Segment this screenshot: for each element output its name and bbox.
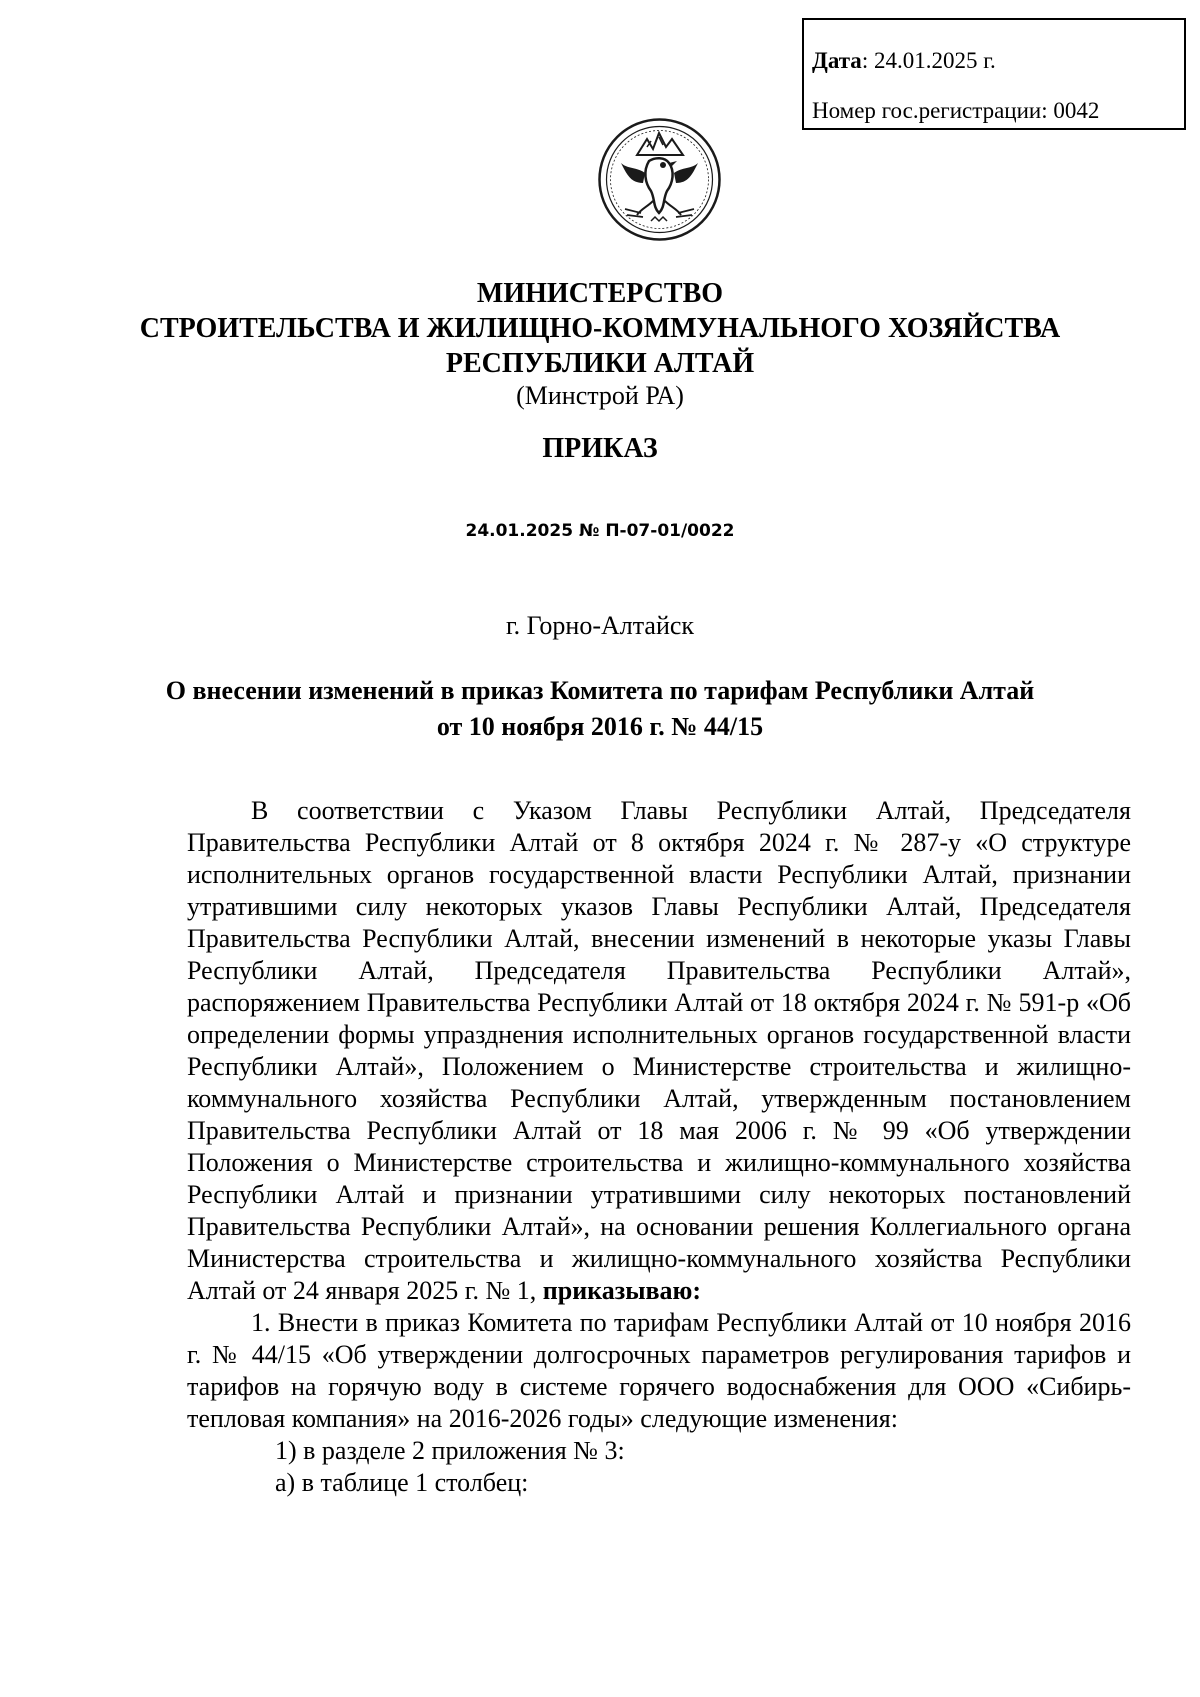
preamble-text: В соответствии с Указом Главы Республики Алтай, Председателя Правительства Республики Алтай от 8 октября 2024 г. № 287-у «О структуре исполнительных органов государственной власти Республики Алтай, признании утратившими силу некоторых указов Главы Республики Алтай, Председателя Правительства Республики Алтай, внесении изменений в некоторые указы Главы Республики Алтай, Председателя Правительства Республики Алтай», распоряжением Правительства Республики Алтай от 18 октября 2024 г. № 591-р «Об определении формы упразднения исполнительных органов государственной власти Республики Алтай», Положением о Министерстве строительства и жилищно-коммунального хозяйства Республики Алтай, утвержденным постановлением Правительства Республики Алтай от 18 мая 2006 г. № 99 «Об утверждении Положения о Министерстве строительства и жилищно-коммунального хозяйства Республики Алтай и признании утратившими силу некоторых постановлений Правительства Республики Алтай», на основании решения Коллегиального органа Министерства строительства и жилищно-коммунального хозяйства Республики Алтай от 24 января 2025 г. № 1, xyxy=(187,796,1131,1305)
date-value: 24.01.2025 г. xyxy=(873,48,996,73)
number-label: Номер гос.регистрации xyxy=(812,98,1042,123)
subject-line-2: от 10 ноября 2016 г. № 44/15 xyxy=(436,712,764,741)
document-body xyxy=(187,795,1131,1499)
ministry-line-3: РЕСПУБЛИКИ АЛТАЙ xyxy=(445,348,755,379)
ministry-short-name: (Минстрой РА) xyxy=(516,381,684,410)
number-value: 0042 xyxy=(1053,98,1100,123)
document-subject xyxy=(0,673,1200,745)
registration-date: Дата: 24.01.2025 г. xyxy=(812,48,996,73)
coat-of-arms-emblem-icon xyxy=(597,117,722,242)
document-type: ПРИКАЗ xyxy=(542,433,658,464)
registration-stamp xyxy=(802,18,1186,130)
point-1-paragraph: 1. Внести в приказ Комитета по тарифам Республики Алтай от 10 ноября 2016 г. № 44/15 «Об утверждении долгосрочных параметров регулирования тарифов и тарифов на горячую воду в системе горячего водоснабжения для ООО «Сибирь-тепловая компания» на 2016-2026 годы» следующие изменения: xyxy=(187,1308,1131,1433)
date-label: Дата xyxy=(812,48,862,73)
city: г. Горно-Алтайск xyxy=(505,611,695,640)
document-number: 24.01.2025 № П-07-01/0022 xyxy=(465,521,735,541)
preamble-paragraph xyxy=(187,795,1131,1307)
subpoint-1: 1) в разделе 2 приложения № 3: xyxy=(275,1436,625,1465)
ministry-line-1: МИНИСТЕРСТВО xyxy=(476,278,724,309)
order-word: приказываю: xyxy=(542,1276,702,1305)
subpoint-a: а) в таблице 1 столбец: xyxy=(275,1468,529,1497)
ministry-line-2: СТРОИТЕЛЬСТВА И ЖИЛИЩНО-КОММУНАЛЬНОГО ХОЗЯЙСТВА xyxy=(139,313,1061,344)
ministry-name xyxy=(0,276,1200,381)
subject-line-1: О внесении изменений в приказ Комитета по тарифам Республики Алтай xyxy=(165,676,1035,705)
registration-number: Номер гос.регистрации: 0042 xyxy=(812,98,1100,123)
